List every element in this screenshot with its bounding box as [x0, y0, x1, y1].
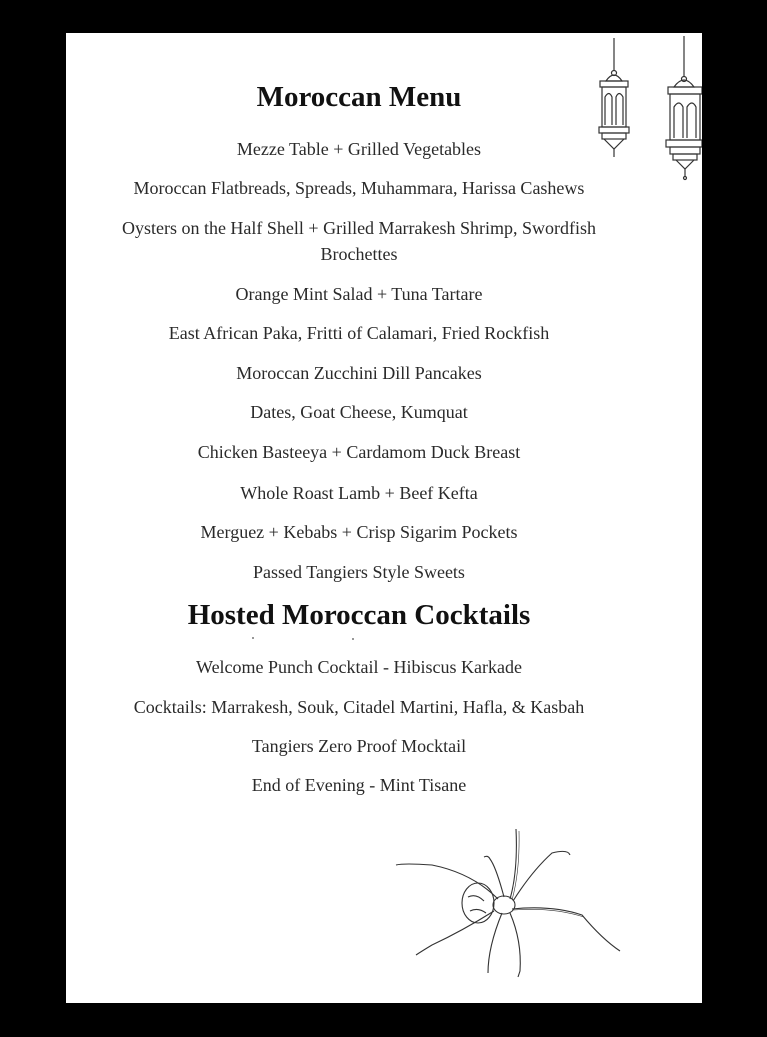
cocktail-item-1: Welcome Punch Cocktail - Hibiscus Karkade	[196, 657, 522, 677]
ink-speck	[352, 638, 354, 640]
menu-item-4: Orange Mint Salad + Tuna Tartare	[235, 284, 483, 304]
menu-item-5: East African Paka, Fritti of Calamari, Fried Rockfish	[168, 323, 550, 343]
cocktail-item-4: End of Evening - Mint Tisane	[251, 775, 467, 795]
menu-item-6: Moroccan Zucchini Dill Pancakes	[236, 363, 482, 383]
menu-item-7: Dates, Goat Cheese, Kumquat	[250, 402, 468, 422]
menu-item-11: Passed Tangiers Style Sweets	[253, 562, 465, 582]
cocktail-item-3: Tangiers Zero Proof Mocktail	[251, 736, 467, 756]
cocktail-item-2: Cocktails: Marrakesh, Souk, Citadel Martini, Hafla, & Kasbah	[133, 697, 585, 717]
ink-speck	[252, 637, 254, 639]
menu-item-1: Mezze Table + Grilled Vegetables	[236, 139, 482, 159]
menu-item-2: Moroccan Flatbreads, Spreads, Muhammara, Harissa Cashews	[133, 178, 585, 198]
menu-title: Moroccan Menu	[256, 81, 462, 113]
menu-item-3: Oysters on the Half Shell + Grilled Marrakesh Shrimp, Swordfish Brochettes	[121, 218, 597, 264]
menu-card	[66, 33, 702, 1003]
spider-icon	[392, 821, 632, 981]
cocktails-title: Hosted Moroccan Cocktails	[187, 599, 531, 631]
menu-item-9: Whole Roast Lamb + Beef Kefta	[240, 483, 478, 503]
menu-item-8: Chicken Basteeya + Cardamom Duck Breast	[197, 442, 521, 462]
menu-item-10: Merguez + Kebabs + Crisp Sigarim Pockets	[200, 522, 518, 542]
